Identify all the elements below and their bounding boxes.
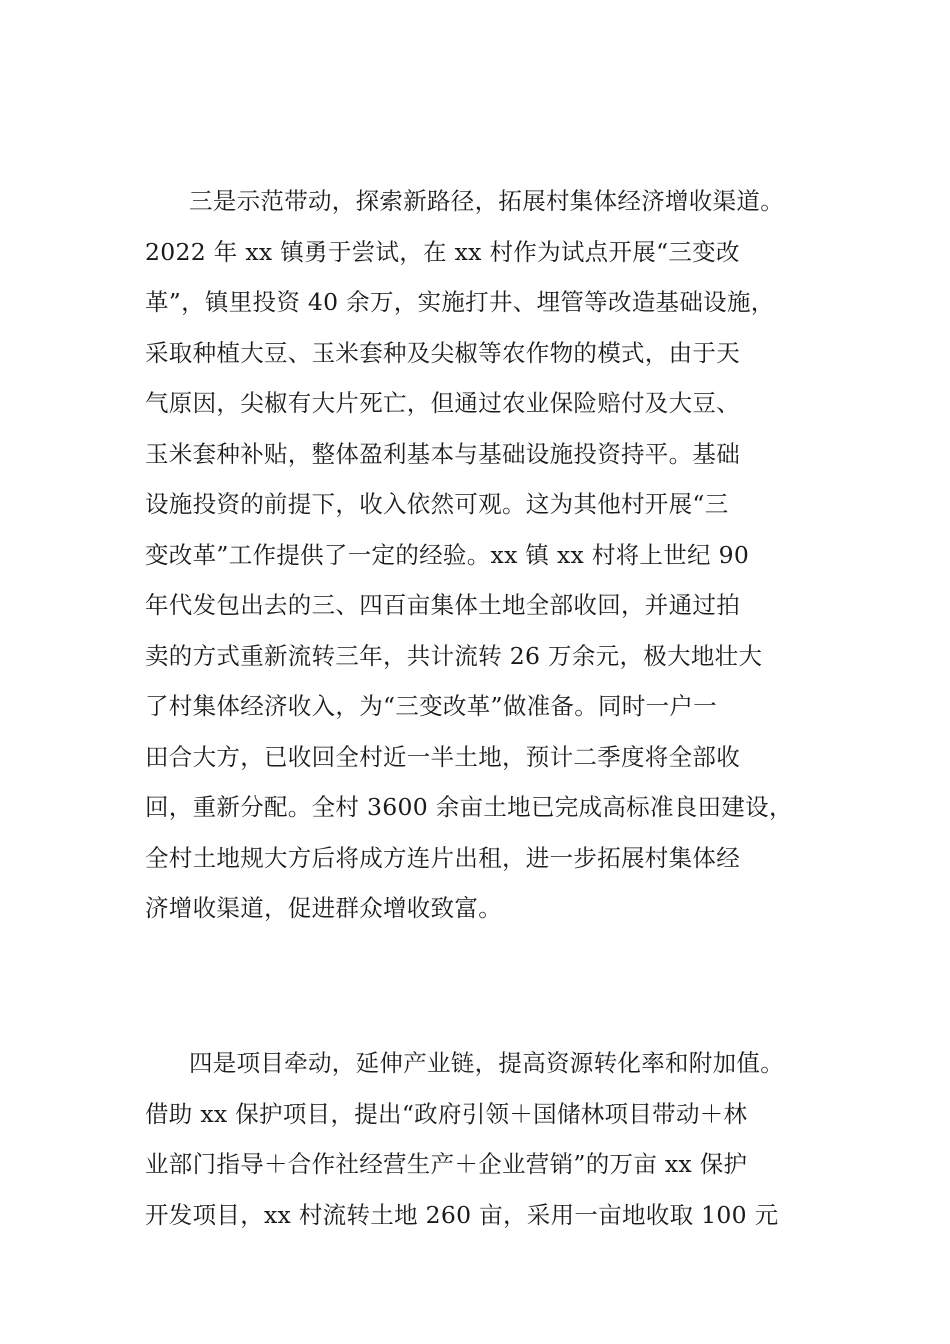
paragraph-line: 全村土地规大方后将成方连片出租，进一步拓展村集体经 [145, 843, 740, 872]
paragraph-line: 了村集体经济收入，为“三变改革”做准备。同时一户一 [145, 692, 718, 720]
paragraph-line: 年代发包出去的三、四百亩集体土地全部收回，并通过拍 [145, 591, 740, 619]
paragraph-line: 气原因，尖椒有大片死亡，但通过农业保险赔付及大豆、 [145, 389, 740, 417]
paragraph-line: 田合大方，已收回全村近一半土地，预计二季度将全部收 [145, 742, 740, 771]
paragraph-line: 三是示范带动，探索新路径，拓展村集体经济增收渠道。 [189, 187, 784, 215]
paragraph-line: 设施投资的前提下，收入依然可观。这为其他村开展“三 [145, 490, 729, 518]
paragraph-line: 玉米套种补贴，整体盈利基本与基础设施投资持平。基础 [145, 439, 740, 468]
paragraph-line: 开发项目，xx 村流转土地 260 亩，采用一亩地收取 100 元 [145, 1200, 779, 1229]
paragraph-line: 革”，镇里投资 40 余万，实施打井、埋管等改造基础设施， [145, 288, 775, 316]
paragraph-four-project [145, 1038, 815, 1240]
paragraph-line: 四是项目牵动，延伸产业链，提高资源转化率和附加值。 [189, 1049, 784, 1077]
paragraph-line: 变改革”工作提供了一定的经验。xx 镇 xx 村将上世纪 90 [145, 540, 750, 569]
paragraph-line: 借助 xx 保护项目，提出“政府引领＋国储林项目带动＋林 [145, 1099, 748, 1128]
paragraph-line: 采取种植大豆、玉米套种及尖椒等农作物的模式，由于天 [145, 338, 740, 367]
paragraph-line: 卖的方式重新流转三年，共计流转 26 万余元，极大地壮大 [145, 641, 763, 670]
paragraph-line: 回，重新分配。全村 3600 余亩土地已完成高标准良田建设， [145, 793, 793, 821]
paragraph-line: 济增收渠道，促进群众增收致富。 [145, 894, 502, 922]
paragraph-line: 2022 年 xx 镇勇于尝试，在 xx 村作为试点开展“三变改 [145, 237, 740, 266]
paragraph-line: 业部门指导＋合作社经营生产＋企业营销”的万亩 xx 保护 [145, 1150, 748, 1178]
paragraph-three-demonstration [145, 176, 815, 934]
